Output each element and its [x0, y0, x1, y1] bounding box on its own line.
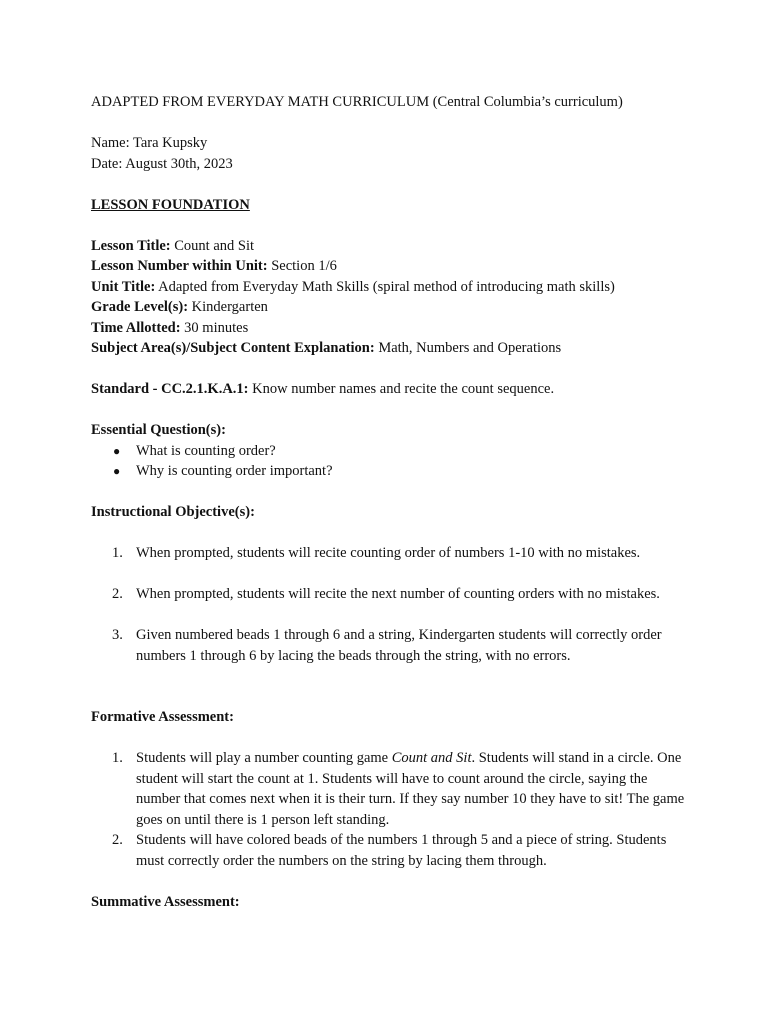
standard-value: Know number names and recite the count sequence. — [248, 381, 555, 397]
list-item-text: When prompted, students will recite counting order of numbers 1-10 with no mistakes. — [136, 545, 641, 561]
field-time-allotted — [91, 318, 691, 339]
list-item-text: Why is counting order important? — [136, 463, 333, 479]
list-item — [91, 461, 691, 482]
formative-assessment-list — [91, 748, 691, 871]
list-item-text: What is counting order? — [136, 442, 276, 459]
field-lesson-number — [91, 256, 691, 277]
field-value: Section 1/6 — [267, 258, 337, 274]
list-number: 3. — [112, 627, 123, 643]
summative-assessment-label: Summative Assessment: — [91, 893, 240, 910]
field-label: Subject Area(s)/Subject Content Explanation: — [91, 340, 375, 356]
section-heading: LESSON FOUNDATION — [91, 196, 250, 213]
list-number: 1. — [112, 545, 123, 561]
list-item — [91, 543, 691, 564]
author-name: Name: Tara Kupsky — [91, 135, 208, 151]
standard — [91, 379, 691, 400]
field-value: Math, Numbers and Operations — [374, 340, 562, 356]
list-number: 2. — [112, 832, 123, 848]
field-label: Grade Level(s): — [91, 299, 189, 315]
game-name: Count and Sit — [391, 750, 472, 766]
list-item-text: Given numbered beads 1 through 6 and a string, Kindergarten students will correctly order numbers 1 through 6 by lacing the beads through the string, with no errors. — [136, 627, 662, 664]
objectives-label: Instructional Objective(s): — [91, 504, 255, 520]
field-label: Time Allotted: — [91, 319, 181, 336]
bullet-icon: ● — [113, 443, 121, 458]
document-page — [91, 92, 691, 912]
list-item-text: Students will have colored beads of the numbers 1 through 5 and a piece of string. Students must correctly order the numbers on the string by lacing them through. — [136, 832, 667, 869]
document-date: Date: August 30th, 2023 — [91, 155, 233, 172]
field-value: 30 minutes — [180, 319, 249, 336]
field-unit-title — [91, 277, 691, 298]
standard-label: Standard - CC.2.1.K.A.1: — [91, 381, 249, 397]
list-number: 2. — [112, 586, 123, 602]
field-subject-area — [91, 338, 691, 359]
field-lesson-title — [91, 236, 691, 257]
list-item — [91, 584, 691, 605]
list-item — [91, 748, 691, 830]
foundation-fields — [91, 236, 691, 359]
field-value: Count and Sit — [170, 237, 255, 254]
field-value: Kindergarten — [188, 299, 268, 315]
field-value: Adapted from Everyday Math Skills (spiral method of introducing math skills) — [155, 278, 615, 295]
bullet-icon: ● — [113, 464, 121, 478]
field-label: Unit Title: — [91, 278, 156, 295]
list-number: 1. — [112, 750, 123, 766]
list-item-text: Students will play a number counting game — [136, 750, 392, 766]
list-item — [91, 625, 691, 666]
field-label: Lesson Title: — [91, 237, 171, 254]
document-header: ADAPTED FROM EVERYDAY MATH CURRICULUM (Central Columbia’s curriculum) — [91, 94, 623, 110]
essential-questions-label: Essential Question(s): — [91, 422, 226, 438]
list-item-text: . Students will stand in a circle. One student will start the count at 1. Students will have to count around the circle, saying the number that comes next when it is their turn. If they say number 10 they have to sit! The game goes on until there is 1 person left standing. — [136, 750, 685, 828]
list-item — [91, 830, 691, 871]
field-label: Lesson Number within Unit: — [91, 258, 268, 274]
formative-assessment-label: Formative Assessment: — [91, 709, 234, 725]
objectives-list — [91, 543, 691, 666]
list-item-text: When prompted, students will recite the next number of counting orders with no mistakes. — [136, 586, 660, 602]
field-grade-level — [91, 297, 691, 318]
list-item — [91, 441, 691, 462]
essential-questions-list — [91, 441, 691, 482]
